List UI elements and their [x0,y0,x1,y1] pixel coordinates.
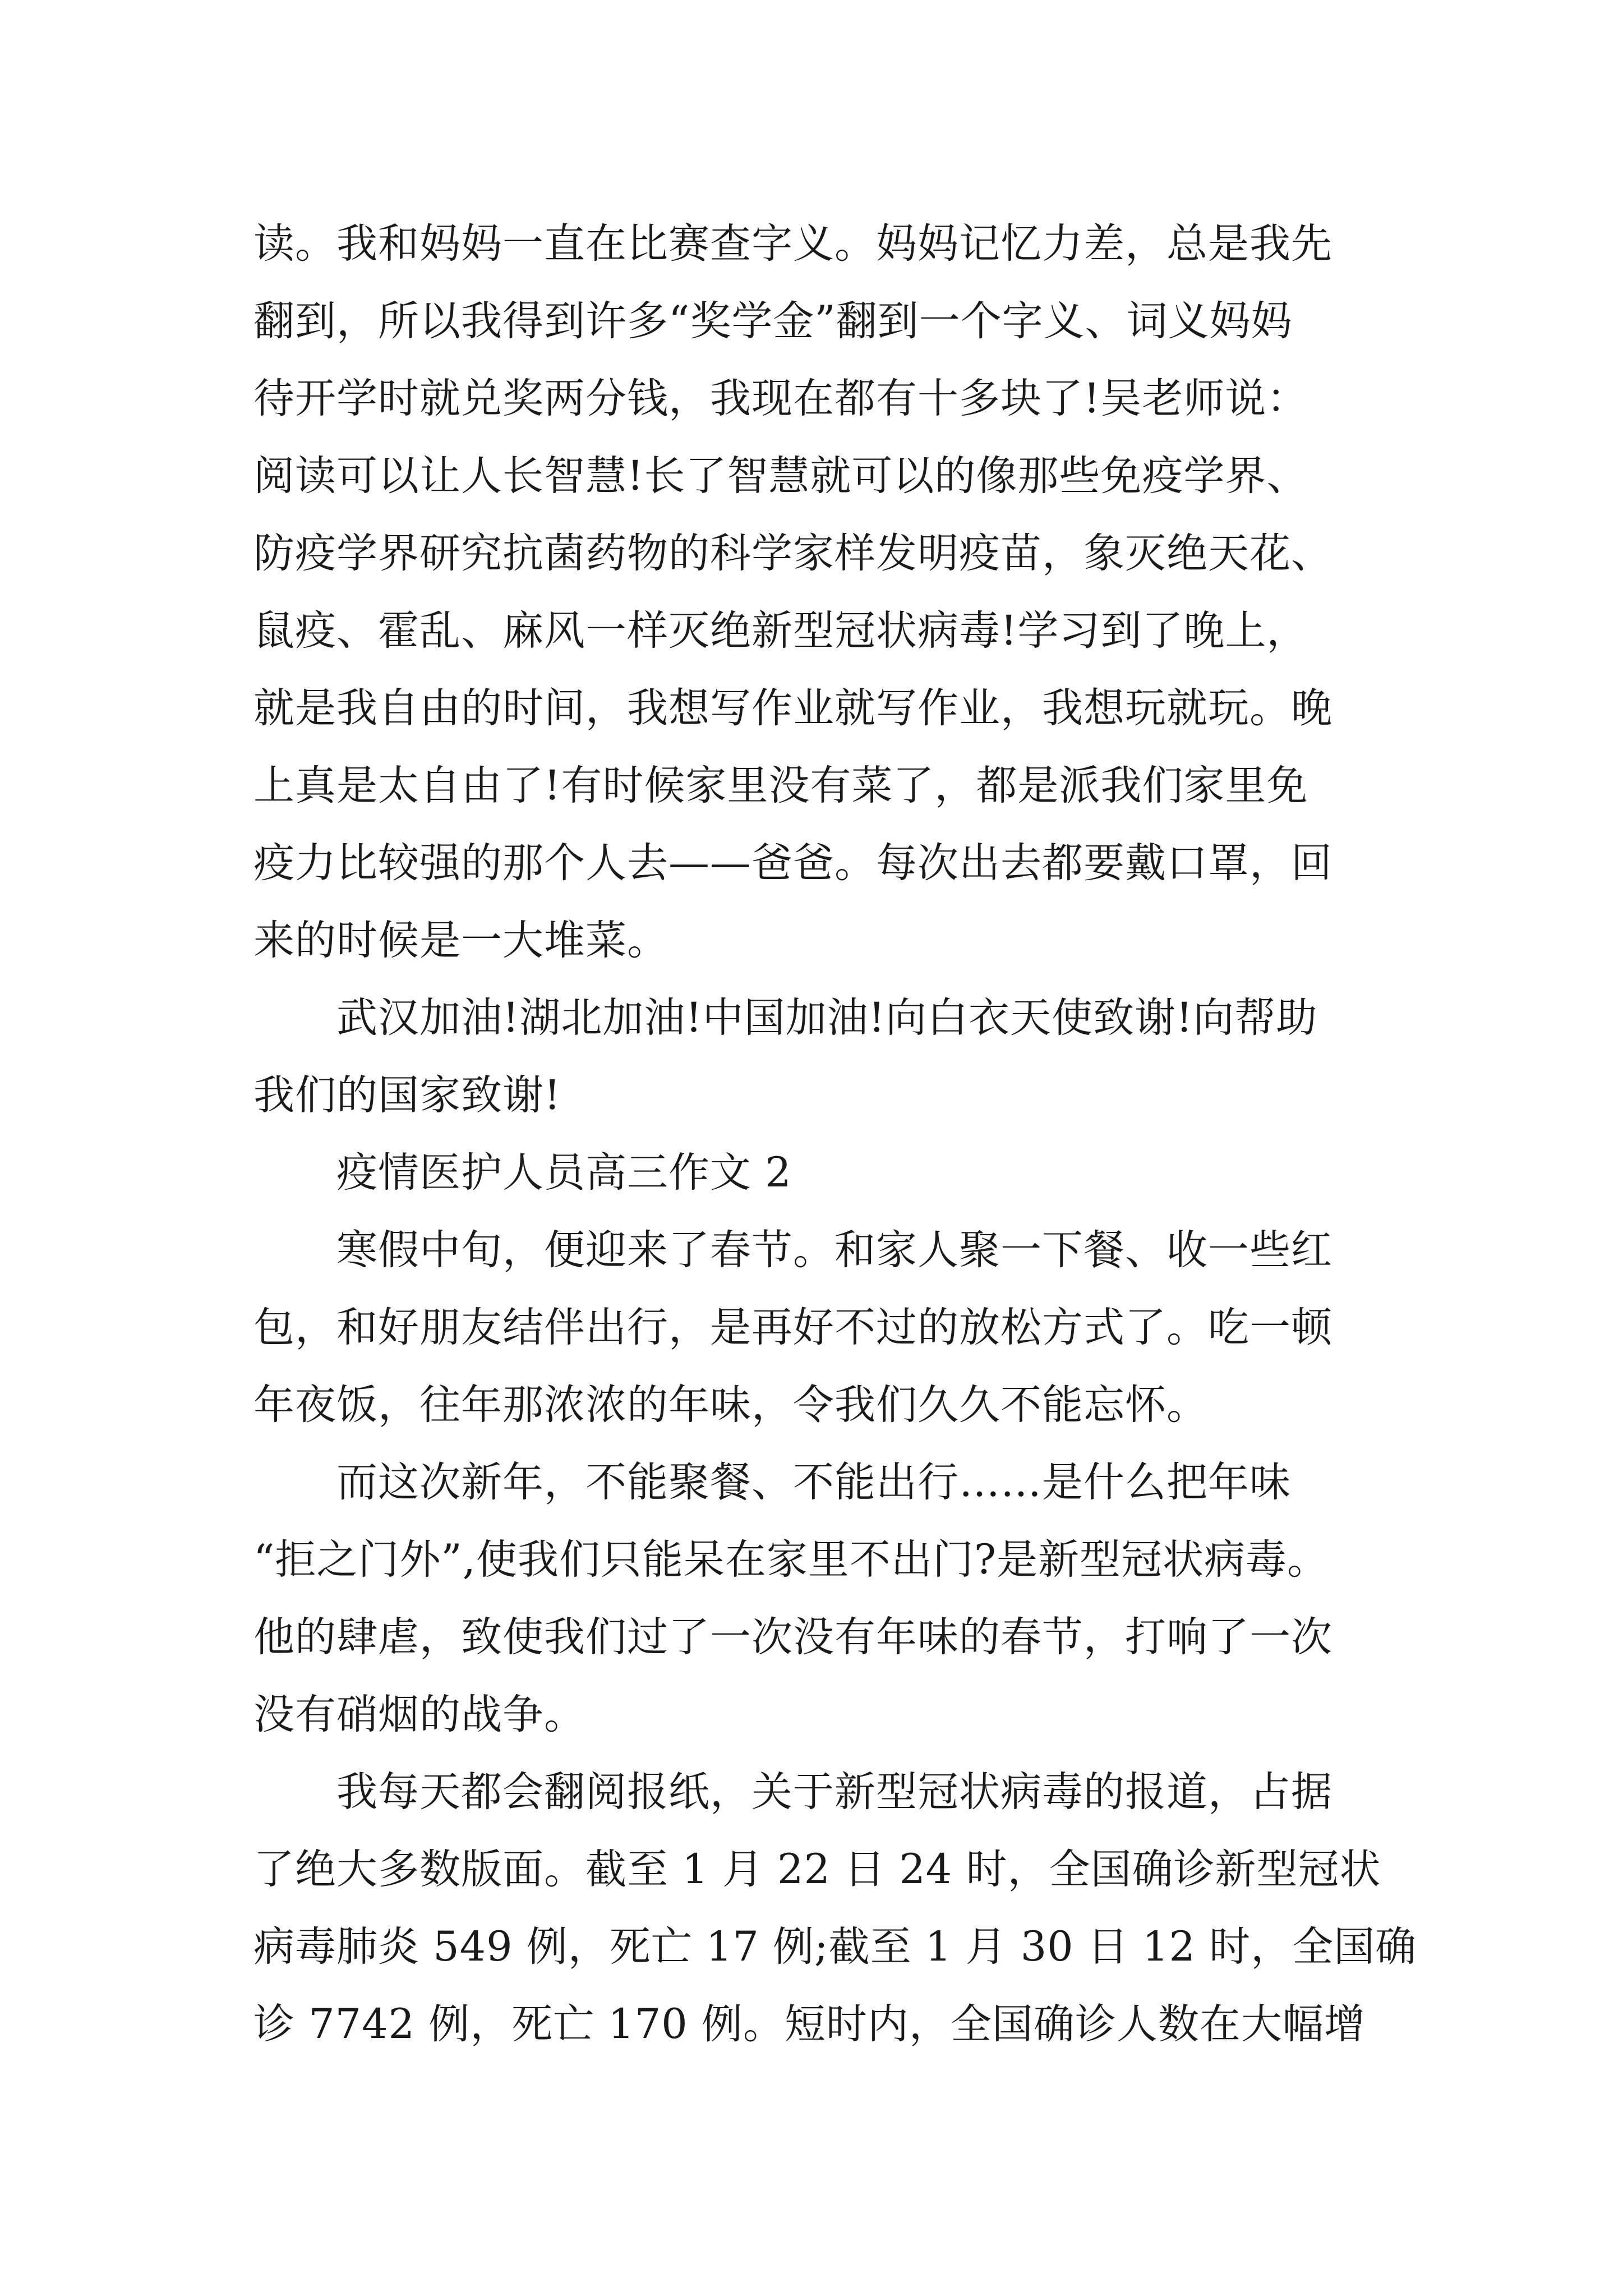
text-line: 了绝大多数版面。截至 1 月 22 日 24 时，全国确诊新型冠状 [253,1846,1381,1893]
paragraph-start-line: 武汉加油!湖北加油!中国加油!向白衣天使致谢!向帮助 [336,994,1318,1042]
text-line: 包，和好朋友结伴出行，是再好不过的放松方式了。吃一顿 [253,1304,1332,1351]
paragraph-start-line: 而这次新年，不能聚餐、不能出行……是什么把年味 [336,1458,1291,1506]
text-line: 病毒肺炎 549 例，死亡 17 例;截至 1 月 30 日 12 时，全国确 [253,1923,1417,1971]
text-line: 没有硝烟的战争。 [253,1691,585,1738]
text-line: 翻到，所以我得到许多“奖学金”翻到一个字义、词义妈妈 [253,297,1293,345]
text-line: 年夜饭，往年那浓浓的年味，令我们久久不能忘怀。 [253,1381,1208,1429]
text-line: 来的时候是一大堆菜。 [253,917,668,964]
paragraph-start-line: 我每天都会翻阅报纸，关于新型冠状病毒的报道，占据 [336,1768,1332,1816]
text-line: 防疫学界研究抗菌药物的科学家样发明疫苗，象灭绝天花、 [253,530,1332,577]
text-line: 阅读可以让人长智慧!长了智慧就可以的像那些免疫学界、 [253,452,1308,500]
paragraph-start-line: 寒假中旬，便迎来了春节。和家人聚一下餐、收一些红 [336,1226,1332,1274]
text-line: 就是我自由的时间，我想写作业就写作业，我想玩就玩。晚 [253,684,1332,732]
text-line: 读。我和妈妈一直在比赛查字义。妈妈记忆力差，总是我先 [253,220,1332,268]
text-line: “拒之门外”,使我们只能呆在家里不出门?是新型冠状病毒。 [253,1536,1329,1584]
section-heading: 疫情医护人员高三作文 2 [336,1149,792,1197]
text-line: 诊 7742 例，死亡 170 例。短时内，全国确诊人数在大幅增 [253,2000,1366,2048]
text-line: 疫力比较强的那个人去——爸爸。每次出去都要戴口罩，回 [253,839,1332,887]
text-line: 上真是太自由了!有时候家里没有菜了，都是派我们家里免 [253,762,1308,809]
text-line: 鼠疫、霍乱、麻风一样灭绝新型冠状病毒!学习到了晚上， [253,607,1308,655]
text-line: 他的肆虐，致使我们过了一次没有年味的春节，打响了一次 [253,1613,1332,1661]
text-line: 我们的国家致谢! [253,1071,561,1119]
text-line: 待开学时就兑奖两分钱，我现在都有十多块了!吴老师说： [253,375,1308,422]
